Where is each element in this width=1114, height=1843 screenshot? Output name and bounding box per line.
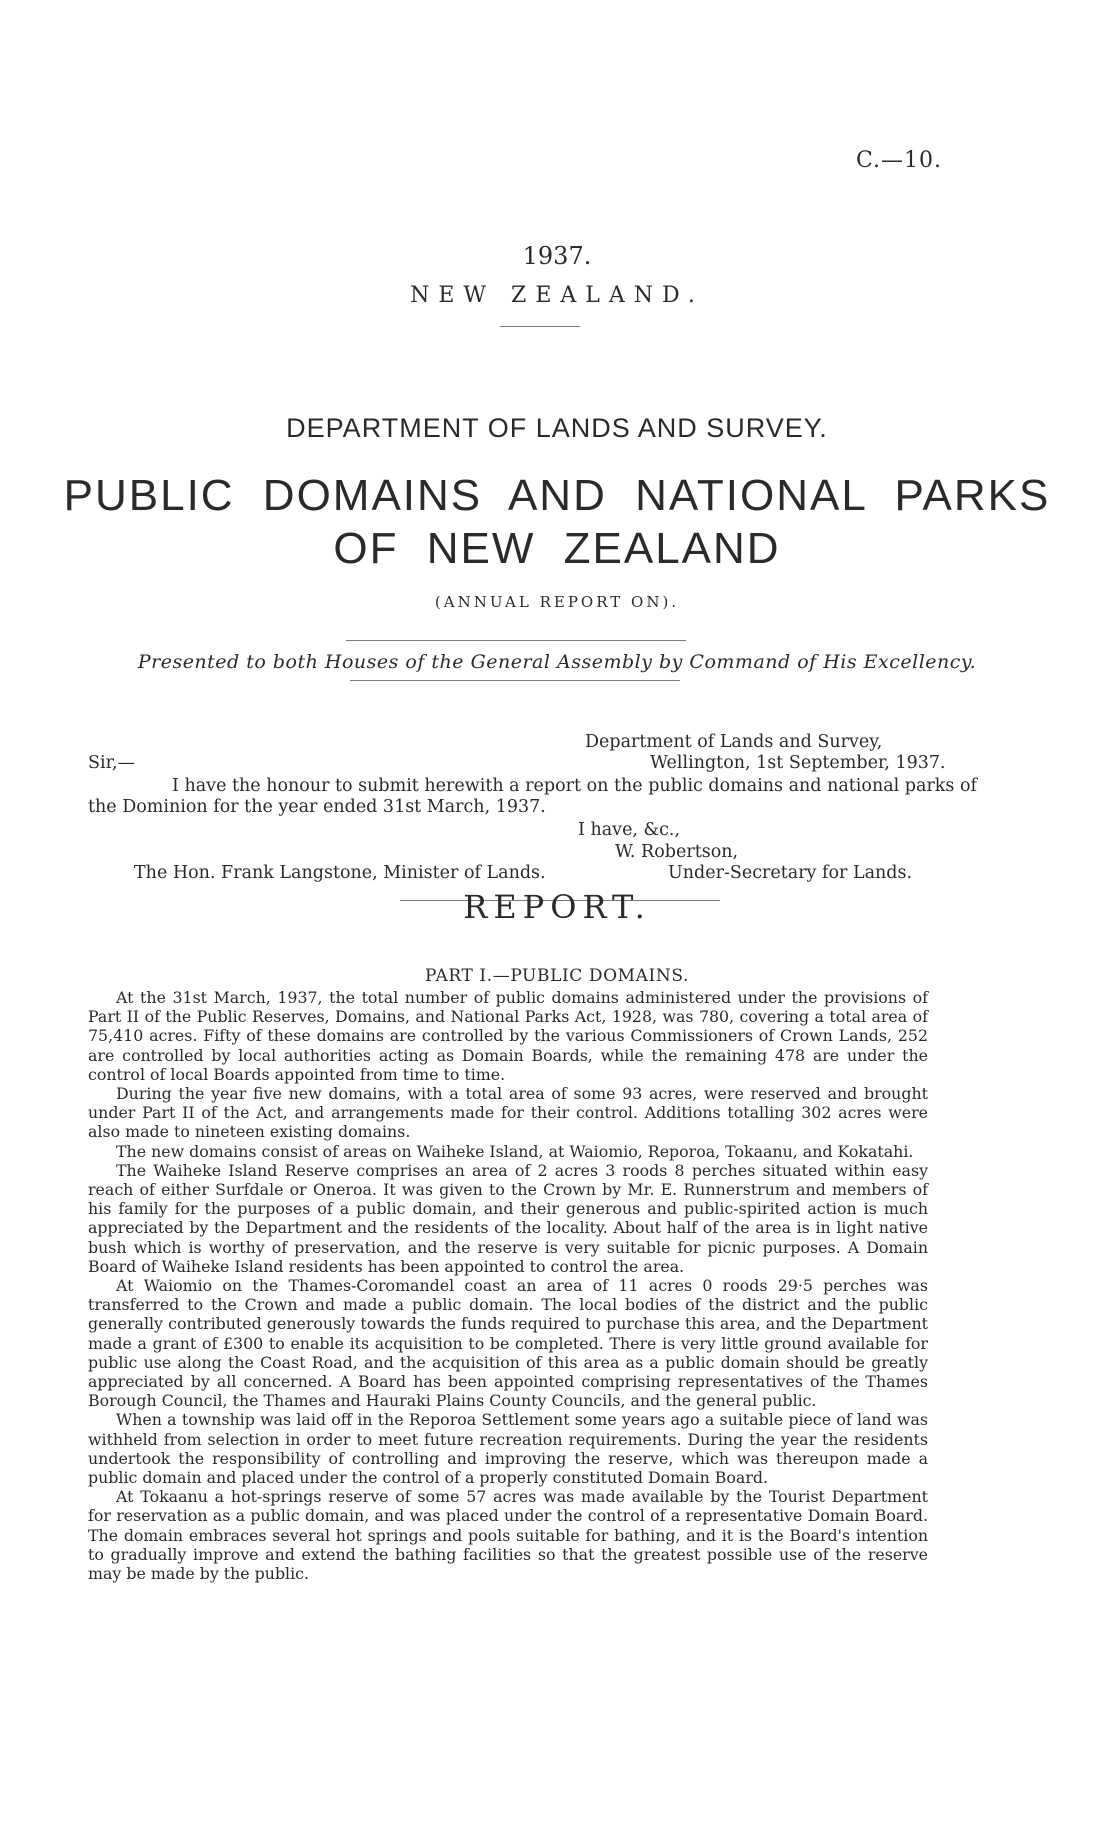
report-heading: REPORT. xyxy=(463,888,651,926)
letter-address-line-2: Wellington, 1st September, 1937. xyxy=(650,753,946,773)
report-body xyxy=(88,988,928,1583)
document-reference: C.—10. xyxy=(855,148,942,173)
title-line-1: PUBLIC DOMAINS AND NATIONAL PARKS xyxy=(63,471,1051,520)
letter-address-line-1: Department of Lands and Survey, xyxy=(585,732,883,752)
divider xyxy=(500,326,580,327)
letter-body-line-2: the Dominion for the year ended 31st March, 1937. xyxy=(88,797,546,817)
letter-signatory: W. Robertson, xyxy=(615,842,739,862)
report-paragraph: At Tokaanu a hot-springs reserve of some 57 acres was made available by the Tourist Department for reservation as a public domain, and was placed under the control of a representative Domain Board. The domain embraces several hot springs and pools suitable for bathing, and it is the Board's intention to gradually improve and extend the bathing facilities so that the greatest possible use of the reserve may be made by the public. xyxy=(88,1487,928,1584)
department-heading: DEPARTMENT OF LANDS AND SURVEY. xyxy=(286,413,828,443)
divider xyxy=(346,640,686,641)
presented-line: Presented to both Houses of the General Assembly by Command of His Excellency. xyxy=(137,651,977,673)
letter-salutation: Sir,— xyxy=(88,753,136,773)
divider xyxy=(350,680,680,681)
report-paragraph: At the 31st March, 1937, the total number of public domains administered under the provisions of Part II of the Public Reserves, Domains, and National Parks Act, 1928, was 780, covering a total area of 75,410 acres. Fifty of these domains are controlled by the various Commissioners of Crown Lands, 252 are controlled by local authorities acting as Domain Boards, while the remaining 478 are under the control of local Boards appointed from time to time. xyxy=(88,988,928,1084)
report-paragraph: During the year five new domains, with a total area of some 93 acres, were reserved and brought under Part II of the Act, and arrangements made for their control. Additions totalling 302 acres were also made to nineteen existing domains. xyxy=(88,1084,928,1142)
report-paragraph: When a township was laid off in the Reporoa Settlement some years ago a suitable piece of land was withheld from selection in order to meet future recreation requirements. During the year the residents undertook the responsibility of controlling and improving the reserve, which was thereupon made a public domain and placed under the control of a properly constituted Domain Board. xyxy=(88,1410,928,1488)
report-paragraph: The new domains consist of areas on Waiheke Island, at Waiomio, Reporoa, Tokaanu, and Kokatahi. xyxy=(116,1141,914,1161)
letter-signatory-title: Under-Secretary for Lands. xyxy=(668,863,913,883)
letter-body-line-1: I have the honour to submit herewith a report on the public domains and national parks of xyxy=(172,776,977,796)
part-heading: PART I.—PUBLIC DOMAINS. xyxy=(425,966,689,986)
title-line-2: OF NEW ZEALAND xyxy=(333,524,781,573)
year: 1937. xyxy=(522,242,592,270)
letter-addressee: The Hon. Frank Langstone, Minister of Lands. xyxy=(134,863,546,883)
report-paragraph: The Waiheke Island Reserve comprises an area of 2 acres 3 roods 8 perches situated within easy reach of either Surfdale or Oneroa. It was given to the Crown by Mr. E. Runnerstrum and members of his family for the purposes of a public domain, and their generous and public-spirited action is much appreciated by the Department and the residents of the locality. About half of the area is in light native bush which is worthy of preservation, and the reserve is very suitable for picnic purposes. A Domain Board of Waiheke Island residents has been appointed to control the area. xyxy=(88,1160,928,1276)
country-heading: NEW ZEALAND. xyxy=(410,283,704,308)
letter-closing: I have, &c., xyxy=(578,820,681,840)
subtitle: (ANNUAL REPORT ON). xyxy=(434,593,680,611)
report-paragraph: At Waiomio on the Thames-Coromandel coast an area of 11 acres 0 roods 29·5 perches was transferred to the Crown and made a public domain. The local bodies of the district and the public generally contributed generously towards the funds required to purchase this area, and the Department made a grant of £300 to enable its acquisition to be completed. There is very little ground available for public use along the Coast Road, and the acquisition of this area as a public domain should be greatly appreciated by all concerned. A Board has been appointed comprising representatives of the Thames Borough Council, the Thames and Hauraki Plains County Councils, and the general public. xyxy=(88,1276,928,1411)
